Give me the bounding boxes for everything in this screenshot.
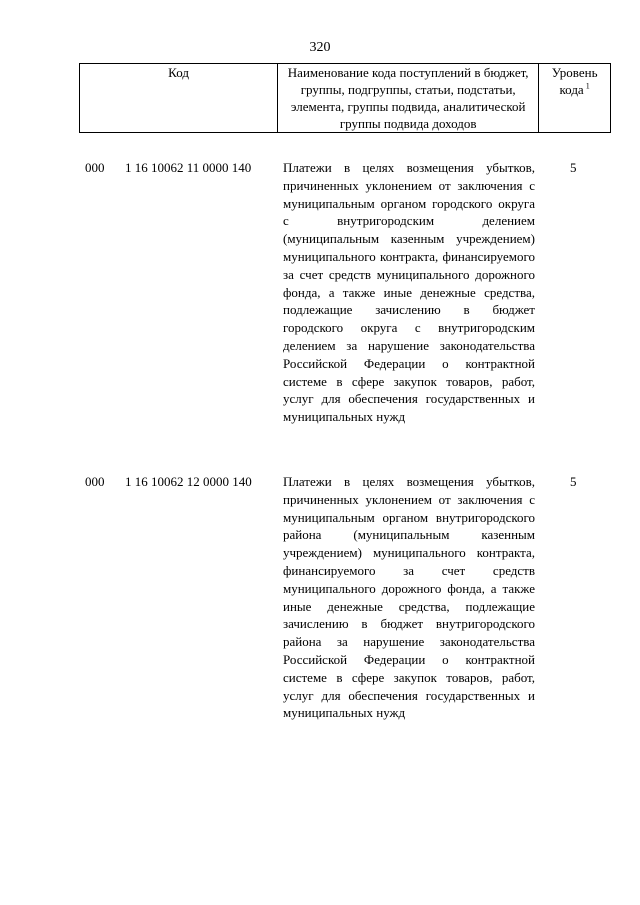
header-level-cell: [539, 64, 611, 133]
header-code: Код: [168, 65, 189, 80]
header-name: Наименование кода поступлений в бюджет, группы, подгруппы, статьи, подстатьи, элемента, группы подвида, аналитической группы подвида доходов: [287, 65, 529, 131]
row-name: Платежи в целях возмещения убытков, причиненных уклонением от заключения с муниципальным органом внутригородского района (муниципальным казенным учреждением) муниципального контракта, финансируемого за счет средств муниципального дорожного фонда, а также иные денежные средства, подлежащие зачислению в бюджет внутригородского района за нарушение законодательства Российской Федерации о контрактной системе в сфере закупок товаров, работ, услуг для обеспечения государственных и муниципальных нужд: [283, 474, 535, 721]
row-code-prefix: 000: [85, 474, 105, 489]
row-level: 5: [570, 160, 577, 175]
row-name: Платежи в целях возмещения убытков, причиненных уклонением от заключения с муниципальным органом городского округа с внутригородским делением (муниципальным казенным учреждением) муниципального контракта, финансируемого за счет средств муниципального дорожного фонда, а также иные денежные средства, подлежащие зачислению в бюджет городского округа с внутригородским делением за нарушение законодательства Российской Федерации о контрактной системе в сфере закупок товаров, работ, услуг для обеспечения государственных и муниципальных нужд: [283, 160, 535, 425]
row-code: 1 16 10062 12 0000 140: [125, 474, 252, 489]
row-level: 5: [570, 474, 577, 489]
header-level: Уровень кода: [551, 65, 598, 97]
row-code-prefix: 000: [85, 160, 105, 175]
footnote-marker: 1: [585, 81, 590, 91]
header-code-cell: [80, 64, 278, 133]
header-name-cell: [278, 64, 539, 133]
row-code: 1 16 10062 11 0000 140: [125, 160, 252, 175]
table-header: [79, 63, 611, 133]
page-number: 320: [309, 40, 331, 55]
